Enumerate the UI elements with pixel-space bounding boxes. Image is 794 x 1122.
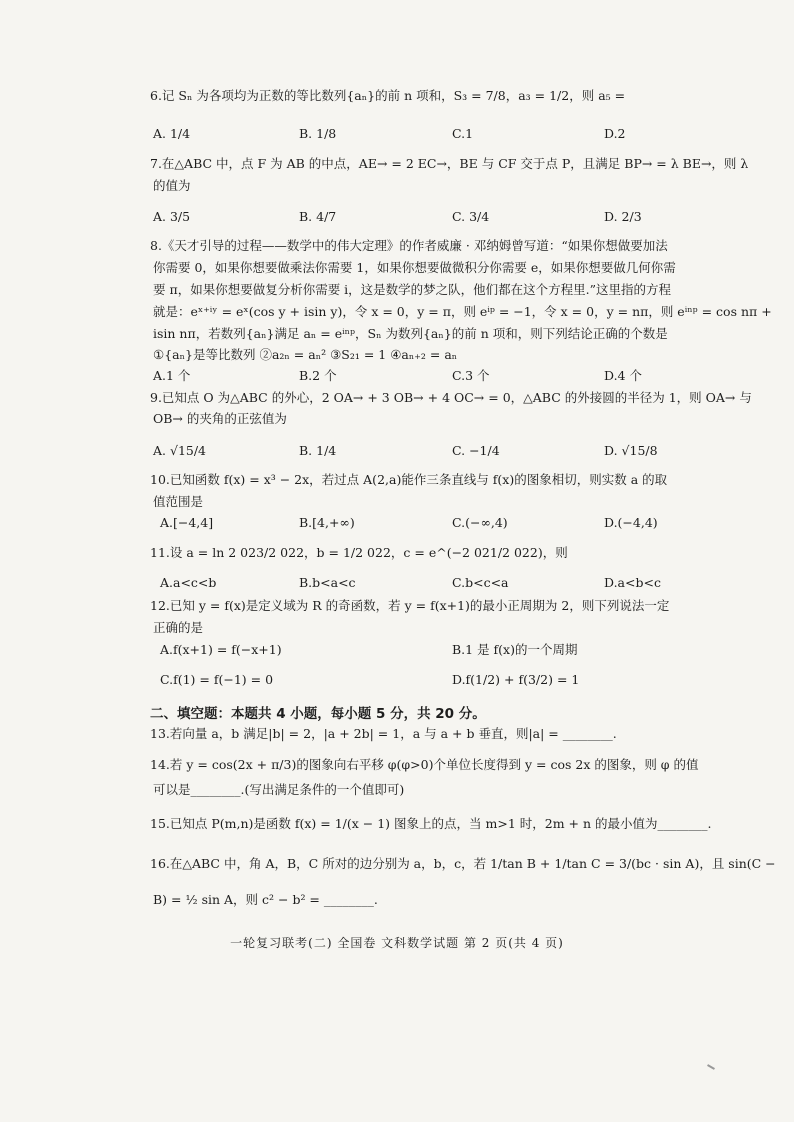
question-8-statements: ①{aₙ}是等比数列 ②a₂ₙ = aₙ² ③S₂₁ = 1 ④aₙ₊₂ = aₙ (153, 347, 458, 362)
question-8-stem-3: 要 π，如果你想要做复分析你需要 i，这是数学的梦之队，他们都在这个方程里.”这里指的方程 (153, 282, 672, 297)
question-11-option-c: C.b<c<a (452, 575, 509, 590)
question-7-option-d: D. 2/3 (604, 209, 642, 224)
question-8-stem-1: 8.《天才引导的过程——数学中的伟大定理》的作者威廉 · 邓纳姆曾写道：“如果你想做要加法 (150, 238, 668, 253)
question-10-option-b: B.[4,+∞) (299, 515, 355, 530)
question-13-stem: 13.若向量 a，b 满足|b| = 2，|a + 2b| = 1，a 与 a + b 垂直，则|a| = ________. (150, 726, 617, 741)
section-2-heading: 二、填空题：本题共 4 小题，每小题 5 分，共 20 分。 (150, 706, 486, 722)
question-11-option-a: A.a<c<b (160, 575, 217, 590)
question-12-option-c: C.f(1) = f(−1) = 0 (160, 672, 274, 687)
question-9-stem: 9.已知点 O 为△ABC 的外心，2 OA→ + 3 OB→ + 4 OC→ = 0，△ABC 的外接圆的半径为 1，则 OA→ 与 (150, 390, 752, 405)
question-8-stem-4: 就是：eˣ⁺ⁱʸ = eˣ(cos y + isin y)，令 x = 0，y = π，则 eⁱᵖ = −1，令 x = 0，y = nπ，则 eⁱⁿᵖ = cos nπ + (153, 304, 772, 319)
question-10-option-d: D.(−4,4) (604, 515, 658, 530)
question-10-option-a: A.[−4,4] (160, 515, 214, 530)
question-10-stem-cont: 值范围是 (153, 494, 204, 509)
scan-speck (707, 1064, 715, 1070)
question-7-option-b: B. 4/7 (299, 209, 337, 224)
question-12-stem: 12.已知 y = f(x)是定义域为 R 的奇函数，若 y = f(x+1)的最小正周期为 2，则下列说法一定 (150, 598, 670, 613)
question-7-option-c: C. 3/4 (452, 209, 490, 224)
question-12-option-b: B.1 是 f(x)的一个周期 (452, 642, 578, 657)
question-15-stem: 15.已知点 P(m,n)是函数 f(x) = 1/(x − 1) 图象上的点，当 m>1 时，2m + n 的最小值为________. (150, 816, 712, 831)
question-8-stem-5: isin nπ，若数列{aₙ}满足 aₙ = eⁱⁿᵖ，Sₙ 为数列{aₙ}的前 n 项和，则下列结论正确的个数是 (153, 326, 668, 341)
question-12-option-d: D.f(1/2) + f(3/2) = 1 (452, 672, 580, 687)
question-6-stem: 6.记 Sₙ 为各项均为正数的等比数列{aₙ}的前 n 项和，S₃ = 7/8，a₃ = 1/2，则 a₅ = (150, 88, 626, 103)
question-8-option-b: B.2 个 (299, 368, 337, 383)
question-11-option-d: D.a<b<c (604, 575, 661, 590)
question-8-option-a: A.1 个 (153, 368, 191, 383)
question-12-option-a: A.f(x+1) = f(−x+1) (160, 642, 282, 657)
question-7-stem-cont: 的值为 (153, 178, 191, 193)
question-6-option-d: D.2 (604, 126, 626, 141)
question-7-option-a: A. 3/5 (153, 209, 191, 224)
question-12-stem-cont: 正确的是 (153, 620, 204, 635)
question-16-stem: 16.在△ABC 中，角 A，B，C 所对的边分别为 a，b，c，若 1/tan B + 1/tan C = 3/(bc · sin A)，且 sin(C − (150, 856, 776, 871)
question-14-stem-cont: 可以是________.(写出满足条件的一个值即可) (153, 782, 405, 797)
question-8-option-d: D.4 个 (604, 368, 642, 383)
question-14-stem: 14.若 y = cos(2x + π/3)的图象向右平移 φ(φ>0)个单位长度得到 y = cos 2x 的图象，则 φ 的值 (150, 757, 699, 772)
question-9-option-a: A. √15/4 (153, 443, 207, 458)
question-8-stem-2: 你需要 0，如果你想要做乘法你需要 1，如果你想要做微积分你需要 e，如果你想要做几何你需 (153, 260, 676, 275)
question-7-stem: 7.在△ABC 中，点 F 为 AB 的中点，AE→ = 2 EC→，BE 与 CF 交于点 P，且满足 BP→ = λ BE→，则 λ (150, 156, 749, 171)
page-footer: 一轮复习联考(二) 全国卷 文科数学试题 第 2 页(共 4 页) (230, 936, 564, 950)
question-9-stem-cont: OB→ 的夹角的正弦值为 (153, 411, 287, 426)
question-10-stem: 10.已知函数 f(x) = x³ − 2x，若过点 A(2,a)能作三条直线与 f(x)的图象相切，则实数 a 的取 (150, 472, 668, 487)
question-6-option-a: A. 1/4 (153, 126, 191, 141)
question-9-option-d: D. √15/8 (604, 443, 658, 458)
question-11-option-b: B.b<a<c (299, 575, 356, 590)
question-6-option-b: B. 1/8 (299, 126, 337, 141)
question-11-stem: 11.设 a = ln 2 023/2 022，b = 1/2 022，c = e^(−2 021/2 022)，则 (150, 545, 568, 560)
question-9-option-c: C. −1/4 (452, 443, 500, 458)
question-6-option-c: C.1 (452, 126, 474, 141)
question-16-stem-cont: B) = ½ sin A，则 c² − b² = ________. (153, 892, 378, 907)
question-10-option-c: C.(−∞,4) (452, 515, 508, 530)
question-9-option-b: B. 1/4 (299, 443, 337, 458)
question-8-option-c: C.3 个 (452, 368, 490, 383)
